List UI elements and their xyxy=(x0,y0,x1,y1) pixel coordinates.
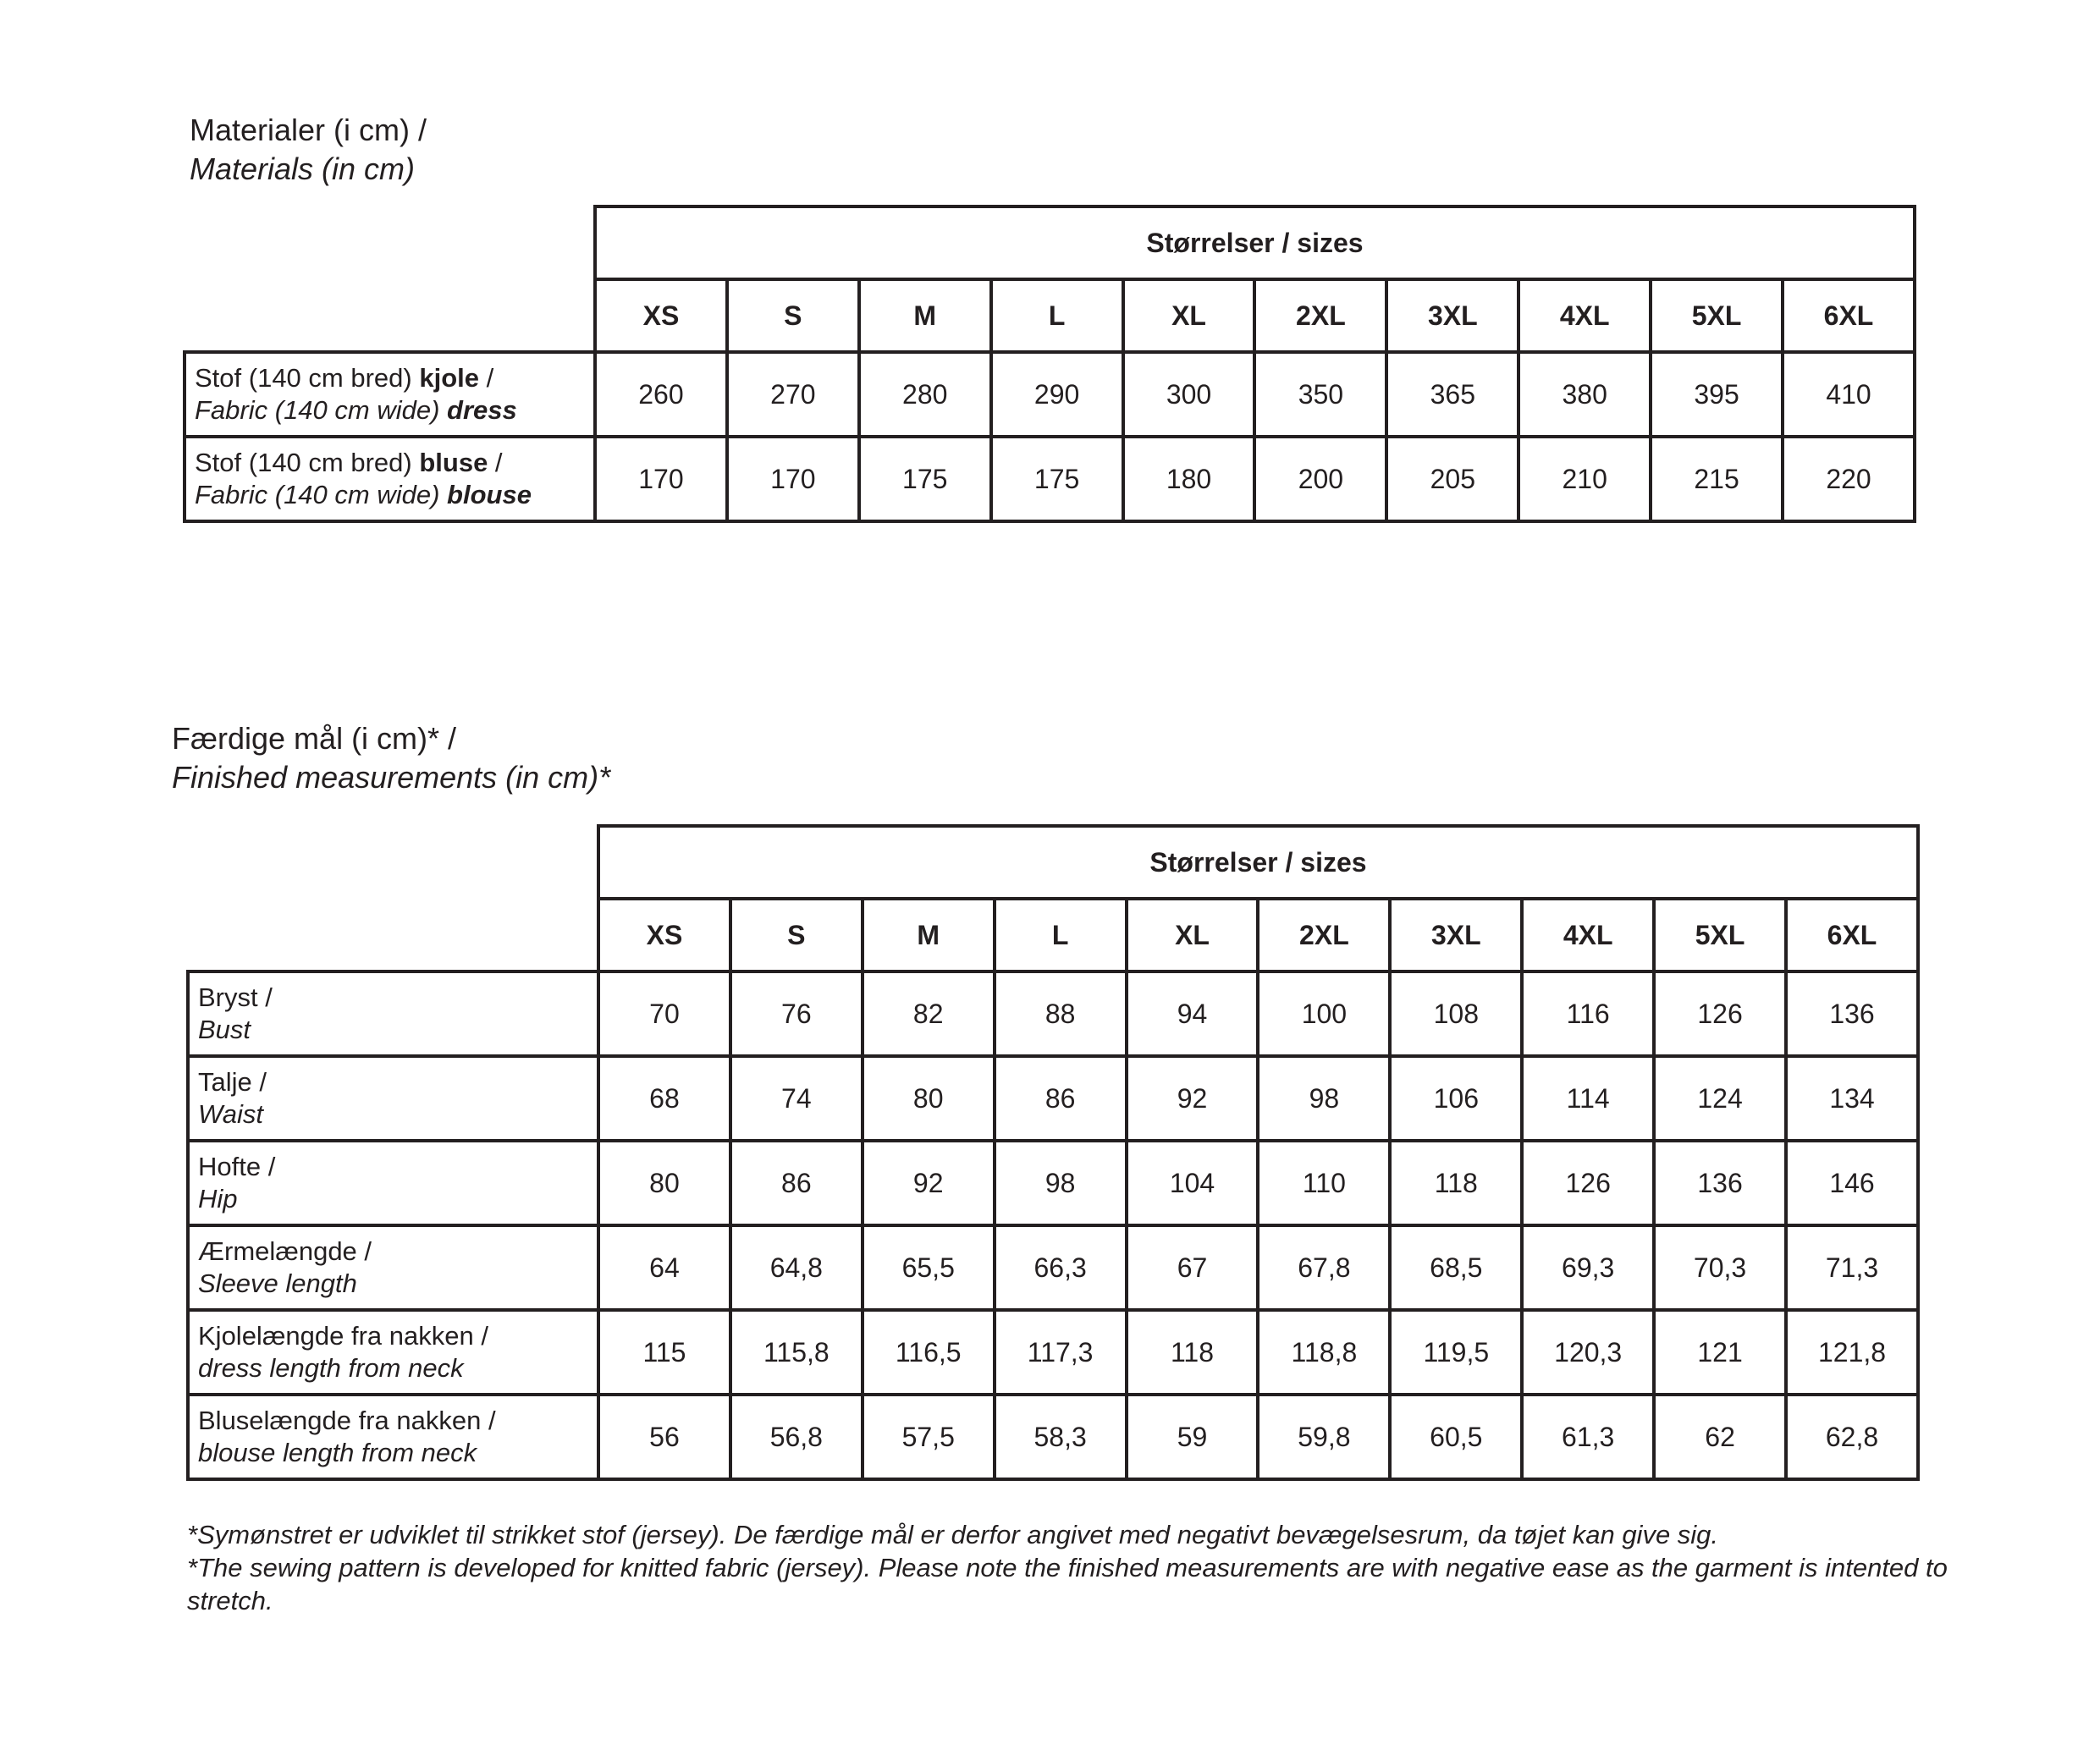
table-cell: 119,5 xyxy=(1390,1310,1522,1395)
footnote xyxy=(187,1518,1948,1617)
table-cell: 118,8 xyxy=(1258,1310,1390,1395)
table-cell: 98 xyxy=(1258,1056,1390,1141)
table-cell: 116,5 xyxy=(863,1310,995,1395)
size-header: 3XL xyxy=(1390,899,1522,971)
size-header: L xyxy=(995,899,1127,971)
table-cell: 124 xyxy=(1654,1056,1786,1141)
row-label xyxy=(188,1056,598,1141)
table-row xyxy=(188,1395,1918,1479)
table-cell: 126 xyxy=(1522,1141,1654,1225)
size-header: 4XL xyxy=(1519,279,1651,352)
table-cell: 380 xyxy=(1519,352,1651,437)
row-label-en: Bust xyxy=(198,1015,251,1044)
table-cell: 92 xyxy=(863,1141,995,1225)
table-cell: 210 xyxy=(1519,437,1651,521)
table-cell: 136 xyxy=(1654,1141,1786,1225)
materials-title-da: Materialer (i cm) / xyxy=(190,113,427,147)
row-label xyxy=(188,1141,598,1225)
size-header: 6XL xyxy=(1786,899,1918,971)
table-cell: 260 xyxy=(595,352,727,437)
row-label-en: Sleeve length xyxy=(198,1268,357,1298)
row-label-en: dress length from neck xyxy=(198,1353,464,1383)
table-cell: 110 xyxy=(1258,1141,1390,1225)
size-header: XS xyxy=(595,279,727,352)
table-cell: 395 xyxy=(1651,352,1783,437)
table-cell: 64 xyxy=(598,1225,730,1310)
table-cell: 117,3 xyxy=(995,1310,1127,1395)
row-label-da: Kjolelængde fra nakken / xyxy=(198,1321,488,1351)
table-cell: 290 xyxy=(991,352,1123,437)
size-header: 2XL xyxy=(1254,279,1386,352)
size-header: 6XL xyxy=(1783,279,1915,352)
finished-title-en: Finished measurements (in cm)* xyxy=(172,760,611,795)
table-row xyxy=(188,1056,1918,1141)
table-cell: 67 xyxy=(1127,1225,1259,1310)
size-header: 3XL xyxy=(1386,279,1519,352)
table-cell: 146 xyxy=(1786,1141,1918,1225)
table-cell: 365 xyxy=(1386,352,1519,437)
row-label xyxy=(188,1225,598,1310)
table-cell: 66,3 xyxy=(995,1225,1127,1310)
row-label-en: Fabric (140 cm wide) xyxy=(195,395,448,425)
materials-table xyxy=(183,205,1916,523)
table-cell: 62 xyxy=(1654,1395,1786,1479)
footnote-en: *The sewing pattern is developed for knitted fabric (jersey). Please note the finished measurements are with negative ease as the garment is intented to stretch. xyxy=(187,1553,1948,1615)
table-cell: 200 xyxy=(1254,437,1386,521)
table-cell: 65,5 xyxy=(863,1225,995,1310)
row-label-da-suffix: / xyxy=(488,448,503,477)
finished-table xyxy=(186,824,1920,1481)
row-label-da: Talje / xyxy=(198,1067,267,1097)
size-header: M xyxy=(859,279,991,352)
table-cell: 98 xyxy=(995,1141,1127,1225)
table-cell: 71,3 xyxy=(1786,1225,1918,1310)
table-cell: 410 xyxy=(1783,352,1915,437)
size-header: XL xyxy=(1123,279,1255,352)
table-cell: 86 xyxy=(730,1141,863,1225)
row-label xyxy=(188,971,598,1056)
table-cell: 115,8 xyxy=(730,1310,863,1395)
materials-title xyxy=(190,111,427,189)
table-cell: 136 xyxy=(1786,971,1918,1056)
table-cell: 106 xyxy=(1390,1056,1522,1141)
table-cell: 59 xyxy=(1127,1395,1259,1479)
table-cell: 92 xyxy=(1127,1056,1259,1141)
row-label-da: Bryst / xyxy=(198,982,273,1012)
table-cell: 270 xyxy=(727,352,859,437)
table-cell: 100 xyxy=(1258,971,1390,1056)
table-cell: 60,5 xyxy=(1390,1395,1522,1479)
table-row xyxy=(188,1141,1918,1225)
size-header: S xyxy=(727,279,859,352)
size-header: S xyxy=(730,899,863,971)
table-corner xyxy=(188,826,598,971)
size-header: M xyxy=(863,899,995,971)
table-cell: 64,8 xyxy=(730,1225,863,1310)
table-cell: 114 xyxy=(1522,1056,1654,1141)
table-cell: 126 xyxy=(1654,971,1786,1056)
row-label-en: Waist xyxy=(198,1099,263,1129)
table-cell: 80 xyxy=(598,1141,730,1225)
table-cell: 59,8 xyxy=(1258,1395,1390,1479)
row-label-da: Bluselængde fra nakken / xyxy=(198,1406,496,1435)
table-cell: 61,3 xyxy=(1522,1395,1654,1479)
size-header: L xyxy=(991,279,1123,352)
table-cell: 118 xyxy=(1390,1141,1522,1225)
table-cell: 94 xyxy=(1127,971,1259,1056)
table-cell: 69,3 xyxy=(1522,1225,1654,1310)
row-label-da: Ærmelængde / xyxy=(198,1236,372,1266)
finished-title xyxy=(172,719,610,797)
size-header: XL xyxy=(1127,899,1259,971)
row-label xyxy=(185,437,595,521)
table-cell: 121,8 xyxy=(1786,1310,1918,1395)
table-cell: 180 xyxy=(1123,437,1255,521)
size-header: XS xyxy=(598,899,730,971)
table-cell: 82 xyxy=(863,971,995,1056)
row-label-da-bold: bluse xyxy=(419,448,488,477)
size-header: 5XL xyxy=(1654,899,1786,971)
table-cell: 86 xyxy=(995,1056,1127,1141)
table-cell: 350 xyxy=(1254,352,1386,437)
table-cell: 170 xyxy=(595,437,727,521)
table-cell: 115 xyxy=(598,1310,730,1395)
row-label xyxy=(188,1310,598,1395)
row-label-da-suffix: / xyxy=(479,363,494,393)
table-cell: 120,3 xyxy=(1522,1310,1654,1395)
table-cell: 121 xyxy=(1654,1310,1786,1395)
row-label-da: Stof (140 cm bred) xyxy=(195,363,420,393)
row-label xyxy=(188,1395,598,1479)
materials-title-en: Materials (in cm) xyxy=(190,151,416,186)
table-cell: 76 xyxy=(730,971,863,1056)
table-cell: 170 xyxy=(727,437,859,521)
table-cell: 57,5 xyxy=(863,1395,995,1479)
row-label-en-bold: blouse xyxy=(447,480,532,509)
table-cell: 56 xyxy=(598,1395,730,1479)
table-cell: 220 xyxy=(1783,437,1915,521)
table-cell: 104 xyxy=(1127,1141,1259,1225)
table-cell: 58,3 xyxy=(995,1395,1127,1479)
row-label-da: Stof (140 cm bred) xyxy=(195,448,420,477)
size-header: 4XL xyxy=(1522,899,1654,971)
table-cell: 88 xyxy=(995,971,1127,1056)
table-cell: 68 xyxy=(598,1056,730,1141)
sizes-group-header: Størrelser / sizes xyxy=(598,826,1918,899)
row-label-en: blouse length from neck xyxy=(198,1438,477,1467)
table-cell: 300 xyxy=(1123,352,1255,437)
sizes-group-header: Størrelser / sizes xyxy=(595,206,1915,279)
table-row xyxy=(188,1310,1918,1395)
row-label-en: Fabric (140 cm wide) xyxy=(195,480,448,509)
table-cell: 175 xyxy=(859,437,991,521)
table-cell: 215 xyxy=(1651,437,1783,521)
table-cell: 74 xyxy=(730,1056,863,1141)
row-label-en-bold: dress xyxy=(447,395,517,425)
table-row xyxy=(188,1225,1918,1310)
table-cell: 80 xyxy=(863,1056,995,1141)
finished-title-da: Færdige mål (i cm)* / xyxy=(172,721,457,756)
table-cell: 280 xyxy=(859,352,991,437)
size-header: 2XL xyxy=(1258,899,1390,971)
table-cell: 62,8 xyxy=(1786,1395,1918,1479)
table-cell: 108 xyxy=(1390,971,1522,1056)
row-label-da: Hofte / xyxy=(198,1152,276,1181)
table-cell: 134 xyxy=(1786,1056,1918,1141)
footnote-da: *Symønstret er udviklet til strikket stof (jersey). De færdige mål er derfor angivet med negativt bevægelsesrum, da tøjet kan give sig. xyxy=(187,1520,1719,1549)
table-row xyxy=(188,971,1918,1056)
table-cell: 68,5 xyxy=(1390,1225,1522,1310)
table-cell: 70 xyxy=(598,971,730,1056)
table-cell: 118 xyxy=(1127,1310,1259,1395)
table-row xyxy=(185,437,1915,521)
row-label-da-bold: kjole xyxy=(419,363,479,393)
table-cell: 70,3 xyxy=(1654,1225,1786,1310)
table-cell: 116 xyxy=(1522,971,1654,1056)
table-cell: 205 xyxy=(1386,437,1519,521)
row-label xyxy=(185,352,595,437)
table-cell: 175 xyxy=(991,437,1123,521)
table-corner xyxy=(185,206,595,352)
size-header: 5XL xyxy=(1651,279,1783,352)
table-row xyxy=(185,352,1915,437)
row-label-en: Hip xyxy=(198,1184,238,1213)
table-cell: 56,8 xyxy=(730,1395,863,1479)
table-cell: 67,8 xyxy=(1258,1225,1390,1310)
